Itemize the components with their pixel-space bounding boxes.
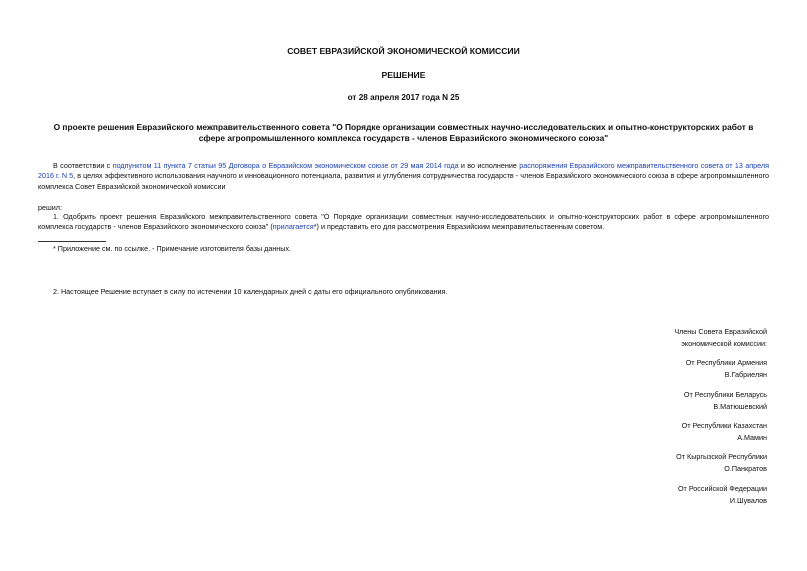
intro-text-1: В соответствии с: [53, 161, 113, 170]
intro-paragraph: [38, 161, 769, 192]
attachment-link[interactable]: прилагается: [272, 222, 314, 232]
document-date-number: от 28 апреля 2017 года N 25: [347, 93, 460, 102]
item-2-paragraph: 2. Настоящее Решение вступает в силу по истечении 10 календарных дней с даты его официального опубликования.: [53, 287, 448, 296]
document-kind: РЕШЕНИЕ: [381, 70, 426, 80]
item-1-text-1: 1. Одобрить проект решения Евразийского межправительственного совета "О Порядке организации совместных научно-исследовательских и опытно-конструкторских работ в сфере агропромышленного комплекса государств - членов Евразийского экономического союза" (: [38, 212, 769, 232]
signature-name: В.Матюшевский: [713, 401, 767, 411]
signature-country: От Республики Казахстан: [681, 421, 767, 430]
signature-country: От Республики Армения: [685, 358, 767, 367]
signature-russia: [447, 483, 767, 506]
footnote: * Приложение см. по ссылке. - Примечание изготовителя базы данных.: [53, 244, 292, 253]
signature-name: А.Мамин: [737, 432, 767, 442]
intro-text-2: и во исполнение: [458, 161, 520, 170]
signature-country: От Кыргызской Республики: [676, 452, 767, 461]
signature-belarus: [447, 389, 767, 412]
signature-kazakhstan: [447, 420, 767, 443]
signature-name: О.Панкратов: [724, 463, 767, 473]
organization-heading: СОВЕТ ЕВРАЗИЙСКОЙ ЭКОНОМИЧЕСКОЙ КОМИССИИ: [287, 46, 520, 56]
signatures-heading-line-1: Члены Совета Евразийской: [674, 327, 767, 336]
directive-link[interactable]: распоряжения Евразийского межправительственного совета от 13 апреля 2016 г. N 5: [38, 161, 769, 181]
signature-armenia: [447, 357, 767, 380]
signature-kyrgyzstan: [447, 451, 767, 474]
item-1-paragraph: [38, 212, 769, 233]
signatures-heading: [447, 326, 767, 349]
signature-country: От Республики Беларусь: [683, 390, 767, 399]
document-title: О проекте решения Евразийского межправительственного совета "О Порядке организации совместных научно-исследовательских и опытно-конструкторских работ в сфере агропромышленного комплекса государств - членов Евразийского экономического союза": [53, 122, 754, 144]
footnote-divider: [38, 241, 106, 242]
treaty-link[interactable]: подпунктом 11 пункта 7 статьи 95 Договора о Евразийском экономическом союзе от 29 мая 2014 года: [112, 161, 459, 170]
item-1-text-2: *) и представить его для рассмотрения Евразийским межправительственным советом.: [313, 222, 605, 232]
intro-text-3: , в целях эффективного использования научного и инновационного потенциала, развития и углубления сотрудничества государств - членов Евразийского экономического союза в сфере агропромышленного комплекса Совет Евразийской экономической комиссии: [38, 171, 769, 191]
decided-label: решил:: [38, 203, 62, 212]
signature-name: В.Габриелян: [724, 369, 767, 379]
signatures-heading-line-2: экономической комиссии:: [681, 338, 767, 348]
signature-name: И.Шувалов: [729, 495, 767, 505]
signature-country: От Российской Федерации: [677, 484, 767, 493]
